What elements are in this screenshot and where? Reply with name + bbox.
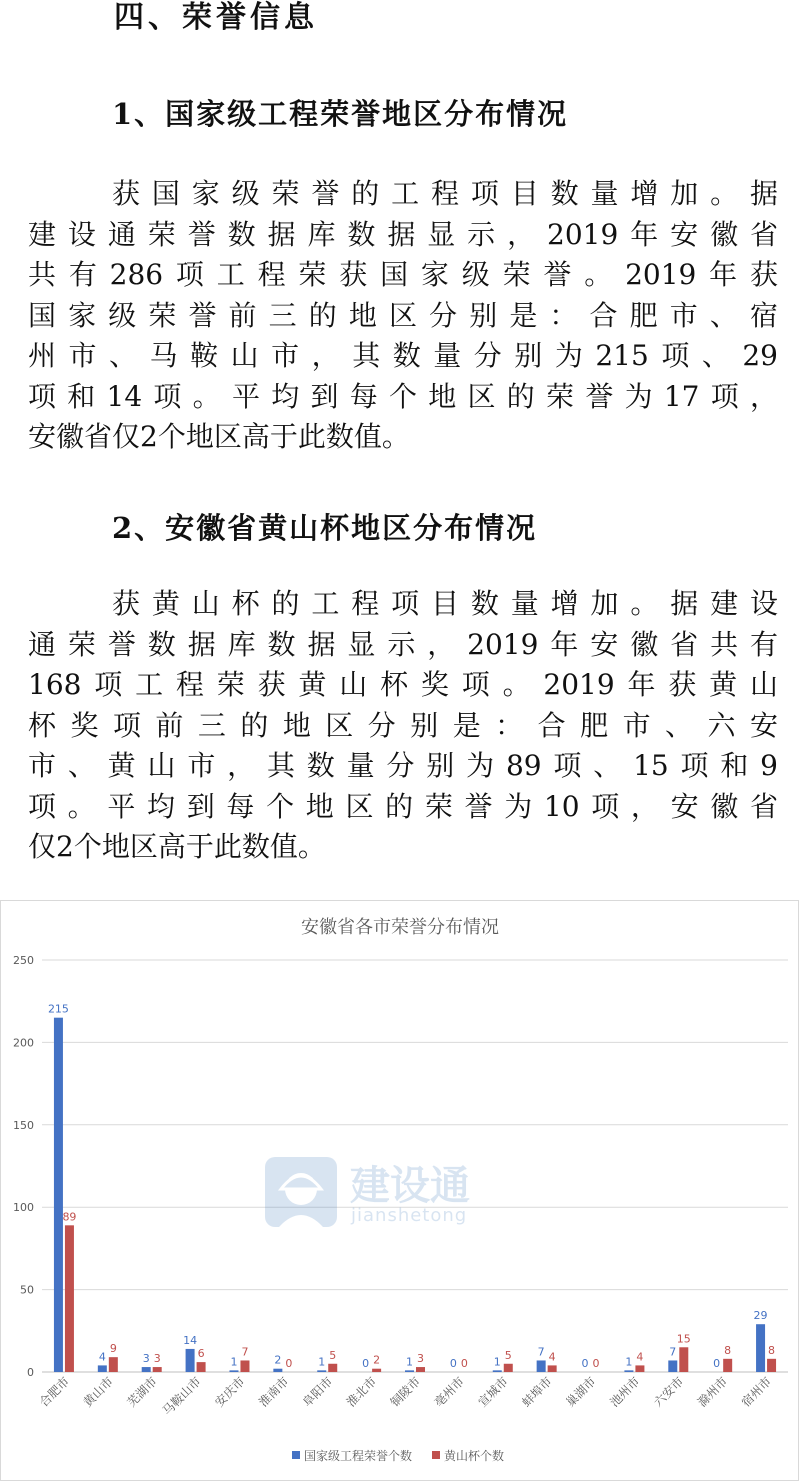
data-label: 4 [98,1350,106,1364]
data-label: 89 [62,1210,77,1224]
bar [767,1359,776,1372]
data-label: 0 [285,1357,293,1370]
x-tick-label: 巢湖市 [563,1374,599,1410]
data-label: 2 [274,1353,282,1367]
paragraph-line: 项。平均到每个地区的荣誉为10项，安徽省 [28,789,778,823]
section-title: 四、荣誉信息 [114,0,318,35]
bar [548,1365,557,1372]
y-tick-label: 200 [13,1036,34,1050]
x-tick-label: 滁州市 [694,1374,731,1410]
bar [537,1360,546,1372]
data-label: 14 [183,1333,198,1347]
bar [372,1369,381,1372]
data-label: 1 [493,1355,501,1369]
data-label: 3 [142,1352,150,1366]
data-label: 0 [592,1357,600,1370]
y-tick-label: 0 [27,1366,34,1379]
x-tick-label: 淮南市 [256,1374,292,1410]
watermark-pinyin-text: jianshetong [351,1205,468,1226]
paragraph-line: 共有286项工程荣获国家级荣誉。2019年获 [28,258,778,291]
x-tick-label: 蚌埠市 [519,1374,555,1410]
legend-swatch-series1 [292,1451,300,1459]
honor-distribution-chart [0,900,800,1481]
y-tick-label: 250 [13,954,34,967]
bar [668,1360,677,1372]
bar [679,1347,688,1372]
data-label: 0 [581,1357,589,1370]
chart-legend [292,1448,504,1463]
legend-label-series1: 国家级工程荣誉个数 [304,1449,413,1463]
data-label: 0 [362,1357,370,1370]
bar [240,1360,249,1372]
x-tick-label: 安庆市 [212,1374,248,1410]
bar [723,1359,732,1372]
x-tick-label: 淮北市 [343,1374,380,1410]
watermark-brand-text: 建设通 [350,1163,470,1209]
hardhat-worker-icon [265,1157,337,1227]
x-tick-label: 芜湖市 [124,1374,160,1410]
bar [186,1349,195,1372]
data-label: 1 [406,1355,413,1369]
bar [624,1370,633,1372]
x-tick-label: 宣城市 [475,1374,511,1410]
x-tick-label: 马鞍山市 [159,1374,204,1419]
paragraph-line: 项和14项。平均到每个地区的荣誉为17项， [28,379,778,413]
bar [197,1362,206,1372]
bar [416,1367,425,1372]
paragraph-line: 获黄山杯的工程项目数量增加。据建设 [112,587,778,620]
data-label: 2 [373,1353,381,1367]
paragraph-line: 市、黄山市，其数量分别为89项、15项和9 [28,749,778,782]
paragraph-line: 通荣誉数据库数据显示，2019年安徽省共有 [28,627,778,661]
x-tick-label: 亳州市 [431,1374,468,1410]
paragraph-line: 州市、马鞍山市，其数量分别为215项、29 [28,339,778,372]
data-label: 7 [537,1345,545,1359]
bar [493,1370,502,1372]
paragraph-line: 国家级荣誉前三的地区分别是：合肥市、宿 [28,298,778,332]
data-label: 0 [460,1357,468,1370]
chart-title: 安徽省各市荣誉分布情况 [301,917,499,937]
data-label: 0 [713,1357,721,1370]
paragraph-line: 仅2个地区高于此数值。 [28,830,326,863]
bar [273,1369,282,1372]
bar [153,1367,162,1372]
paragraph-line: 安徽省仅2个地区高于此数值。 [28,420,410,453]
bar [229,1370,238,1372]
data-label: 3 [417,1352,424,1366]
data-label: 1 [230,1355,238,1369]
data-label: 1 [625,1355,633,1369]
y-tick-label: 150 [13,1118,34,1132]
x-tick-label: 铜陵市 [387,1374,424,1410]
data-label: 7 [669,1345,677,1359]
bar [405,1370,414,1372]
data-label: 5 [329,1348,337,1362]
data-label: 4 [548,1350,556,1364]
legend-swatch-series2 [432,1451,440,1459]
data-label: 1 [318,1355,326,1369]
subsection-title-1: 1、国家级工程荣誉地区分布情况 [112,97,569,131]
data-label: 5 [504,1348,512,1362]
y-tick-label: 100 [13,1201,34,1215]
bar [142,1367,151,1372]
x-tick-label: 宿州市 [738,1374,775,1410]
data-label: 7 [241,1345,249,1359]
subsection-title-2: 2、安徽省黄山杯地区分布情况 [112,511,538,545]
bar [317,1370,326,1372]
data-label: 8 [768,1343,776,1357]
x-tick-label: 黄山市 [80,1374,116,1410]
data-label: 215 [47,1002,69,1016]
data-label: 9 [109,1342,117,1356]
bar [109,1357,118,1372]
bar [756,1324,765,1372]
bar [65,1225,74,1372]
x-tick-label: 池州市 [607,1374,643,1410]
paragraph-line: 168项工程荣获黄山杯奖项。2019年获黄山 [28,668,778,701]
x-tick-label: 六安市 [651,1374,687,1410]
bar [54,1018,63,1372]
paragraph-2 [28,584,778,868]
legend-label-series2: 黄山杯个数 [444,1449,505,1463]
bar [635,1365,644,1372]
paragraph-1 [28,174,778,458]
data-label: 3 [153,1352,161,1366]
bar [98,1365,107,1372]
paragraph-line: 获国家级荣誉的工程项目数量增加。据 [112,177,778,210]
x-tick-label: 阜阳市 [299,1374,336,1410]
data-label: 15 [676,1332,691,1346]
x-tick-label: 合肥市 [36,1374,73,1410]
paragraph-line: 杯奖项前三的地区分别是：合肥市、六安 [28,708,778,742]
data-label: 29 [753,1309,768,1323]
y-tick-label: 50 [20,1283,34,1297]
paragraph-line: 建设通荣誉数据库数据显示，2019年安徽省 [28,217,778,251]
data-label: 8 [724,1343,732,1357]
data-label: 6 [197,1347,205,1361]
bar [504,1364,513,1372]
data-label: 0 [449,1357,457,1370]
bar [328,1364,337,1372]
data-label: 4 [636,1350,644,1364]
watermark-logo [265,1157,470,1227]
